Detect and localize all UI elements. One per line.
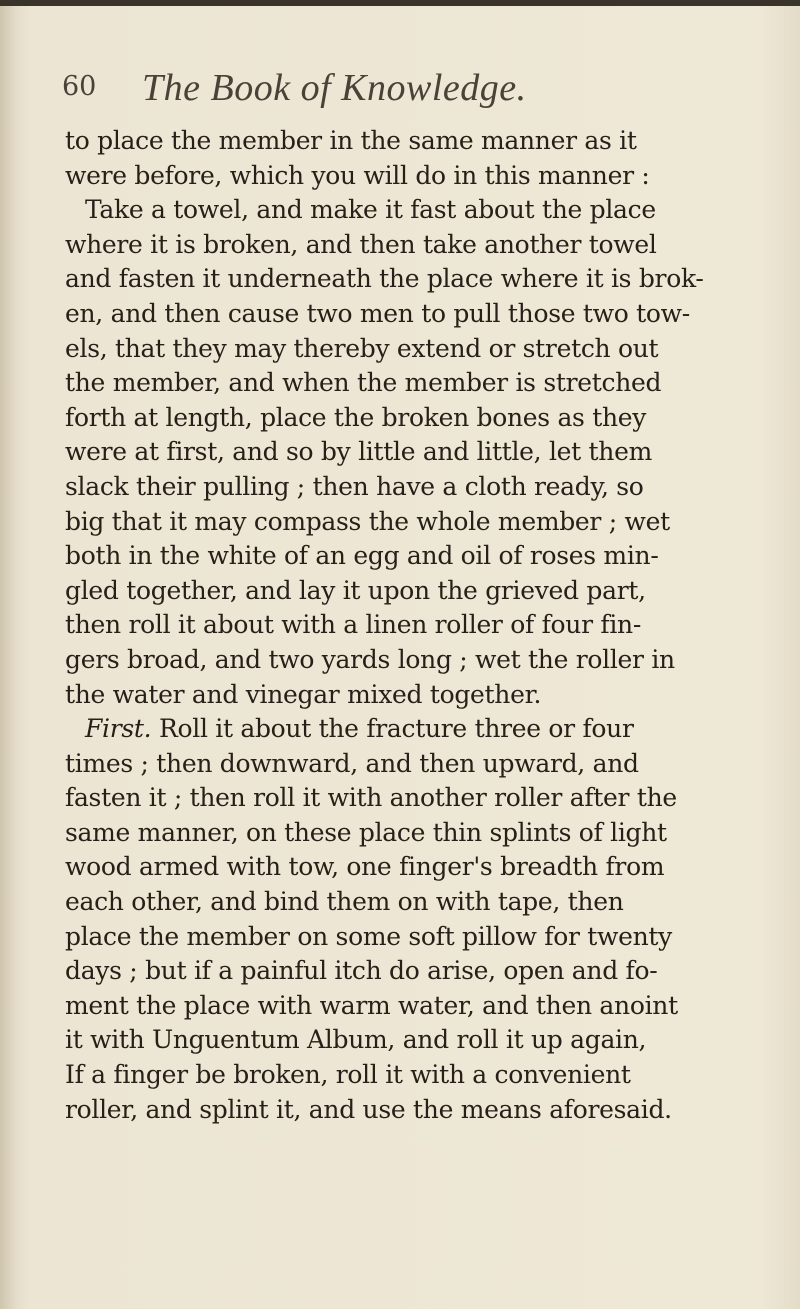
section-lead: First. <box>85 714 152 744</box>
text-line: If a finger be broken, roll it with a convenient <box>65 1060 631 1090</box>
text-line: times ; then downward, and then upward, and <box>65 748 639 778</box>
text-line: it with Unguentum Album, and roll it up again, <box>65 1025 647 1055</box>
text-line: big that it may compass the whole member ; wet <box>65 506 670 536</box>
text-line: ment the place with warm water, and then anoint <box>65 990 678 1020</box>
page-gutter-shadow <box>0 6 18 1309</box>
text-line: roller, and splint it, and use the means aforesaid. <box>65 1094 672 1124</box>
text-line: place the member on some soft pillow for twenty <box>65 921 672 951</box>
text-line: same manner, on these place thin splints of light <box>65 817 667 847</box>
text-line: were at first, and so by little and little, let them <box>65 437 652 467</box>
page-header <box>62 60 762 110</box>
text-line: wood armed with tow, one finger's breadth from <box>65 852 665 882</box>
text-line: then roll it about with a linen roller of four fin- <box>65 610 641 640</box>
page-number: 60 <box>62 71 97 102</box>
text-line: each other, and bind them on with tape, then <box>65 887 624 917</box>
text-line: els, that they may thereby extend or stretch out <box>65 333 659 363</box>
running-title: The Book of Knowledge. <box>142 67 527 109</box>
text-line: gers broad, and two yards long ; wet the roller in <box>65 644 675 674</box>
text-line: slack their pulling ; then have a cloth ready, so <box>65 471 644 501</box>
body-text <box>65 124 800 1127</box>
top-edge-rule <box>0 0 800 6</box>
text-line: and fasten it underneath the place where it is brok- <box>65 264 704 294</box>
text-line: were before, which you will do in this manner : <box>65 160 650 190</box>
text-line: days ; but if a painful itch do arise, open and fo- <box>65 956 658 986</box>
text-line: en, and then cause two men to pull those two tow- <box>65 298 690 328</box>
text-line: where it is broken, and then take another towel <box>65 229 657 259</box>
text-line: Take a towel, and make it fast about the place <box>85 195 656 225</box>
text-line-rest: Roll it about the fracture three or four <box>151 714 634 744</box>
text-line: fasten it ; then roll it with another roller after the <box>65 783 677 813</box>
text-line: gled together, and lay it upon the grieved part, <box>65 575 646 605</box>
text-line: both in the white of an egg and oil of roses min- <box>65 541 659 571</box>
text-line: the water and vinegar mixed together. <box>65 679 542 709</box>
text-line: the member, and when the member is stretched <box>65 368 662 398</box>
text-line: forth at length, place the broken bones as they <box>65 402 647 432</box>
text-line <box>65 712 800 747</box>
text-line: to place the member in the same manner as it <box>65 126 637 155</box>
